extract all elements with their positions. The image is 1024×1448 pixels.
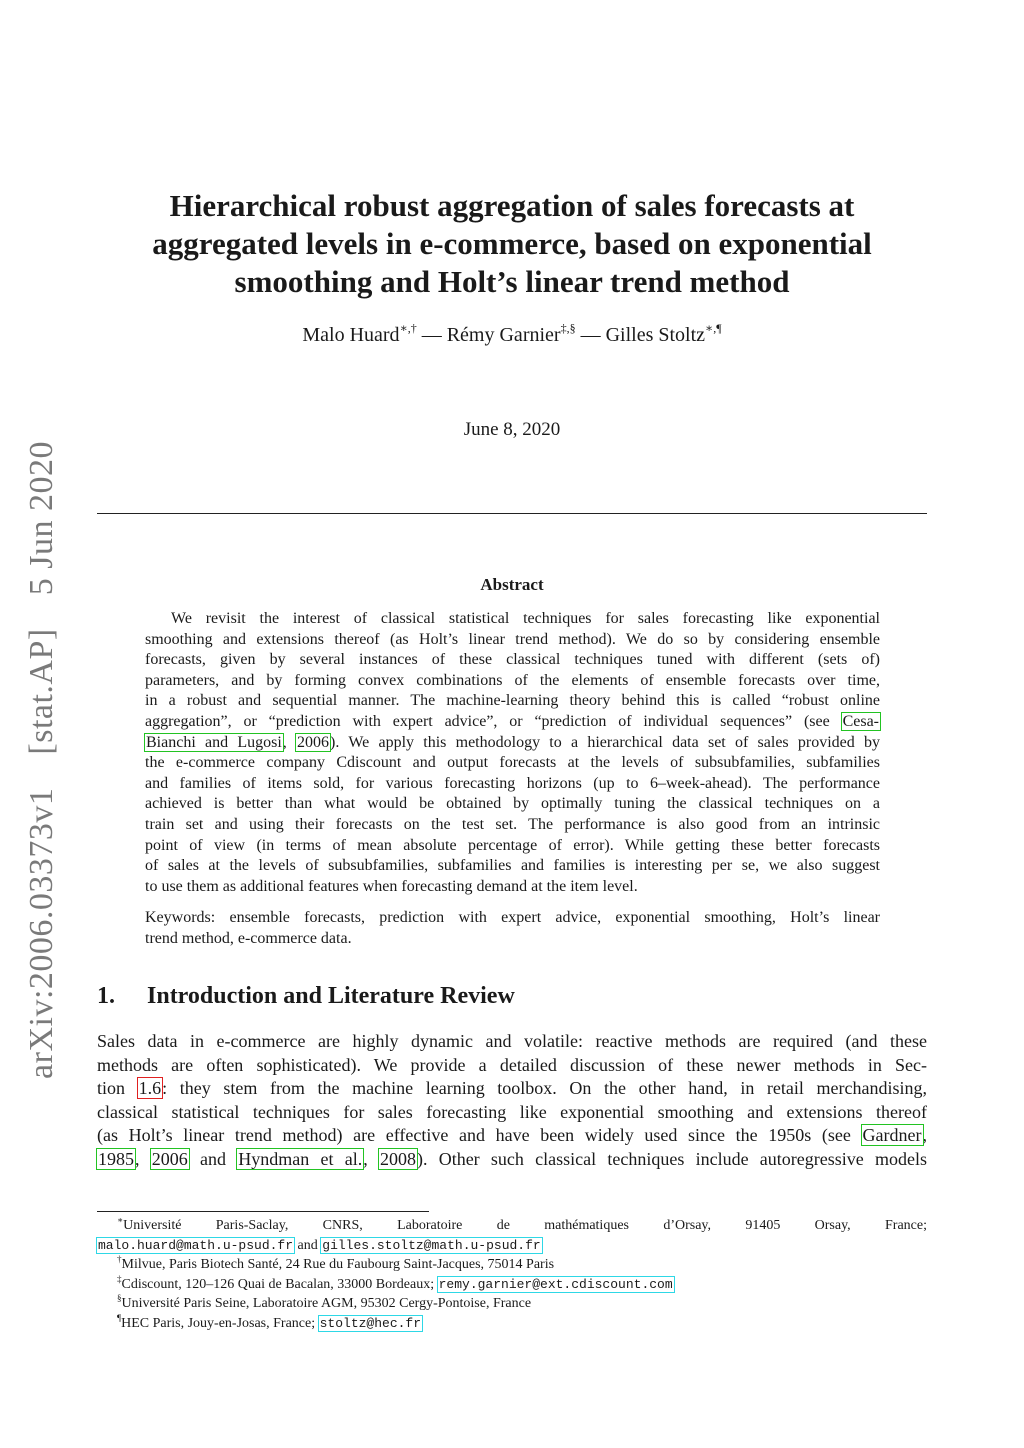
abstract-line: train set and using their forecasts on the test set. The performance is also good from an intrinsic — [145, 815, 880, 833]
abstract-line: We revisit the interest of classical statistical techniques for sales forecasting like exponential — [171, 610, 880, 627]
citation-link-cesa-bianchi[interactable]: Bianchi and Lugosi — [146, 733, 282, 751]
footnote-text: and — [294, 1237, 322, 1253]
body-line — [97, 1124, 927, 1148]
abstract-line: achieved is better than what would be obtained by optimally tuning the classical techniques on a — [145, 795, 880, 813]
footnote-mark: ¶ — [117, 1312, 122, 1323]
footnote-affiliation-cont — [97, 1236, 927, 1256]
body-text: (as Holt’s linear trend method) are effective and have been widely used since the 1950s (see — [97, 1125, 862, 1146]
title-line: Hierarchical robust aggregation of sales forecasts at — [169, 188, 855, 223]
body-text: : they stem from the machine learning toolbox. On the other hand, in retail merchandising, — [162, 1078, 927, 1099]
body-line — [97, 1148, 927, 1172]
body-text: , — [135, 1148, 151, 1169]
abstract-line — [145, 712, 880, 733]
citation-year-link[interactable]: 2008 — [379, 1148, 416, 1169]
abstract-body — [145, 609, 880, 897]
footnote-text: Cdiscount, 120–126 Quai de Bacalan, 33000 Bordeaux; — [121, 1276, 438, 1292]
footnote-affiliation — [97, 1294, 927, 1314]
body-text: , — [363, 1148, 379, 1169]
keywords — [145, 908, 880, 949]
body-line: methods are often sophisticated). We provide a detailed discussion of these newer methods in Sec- — [97, 1054, 927, 1075]
author-separator: — — [416, 324, 447, 346]
footnote-mark: ‡ — [117, 1273, 122, 1284]
footnote-affiliation — [97, 1275, 927, 1295]
section-ref-link[interactable]: 1.6 — [138, 1078, 162, 1099]
author-affiliation-marks: ∗,¶ — [705, 321, 722, 335]
footnote-mark: § — [117, 1293, 122, 1303]
citation-year-link[interactable]: 2006 — [151, 1148, 188, 1169]
arxiv-category: [stat.AP] — [23, 628, 60, 755]
paper-title — [90, 187, 934, 301]
citation-year-link[interactable]: 2006 — [297, 733, 330, 751]
footnote-text: Université Paris Seine, Laboratoire AGM, 95302 Cergy-Pontoise, France — [121, 1296, 532, 1311]
arxiv-date: 5 Jun 2020 — [23, 441, 60, 596]
body-line: classical statistical techniques for sales forecasting like exponential smoothing and extensions thereof — [97, 1101, 927, 1122]
abstract-line: to use them as additional features when forecasting demand at the item level. — [145, 877, 638, 895]
citation-link-hyndman[interactable]: Hyndman et al. — [238, 1148, 363, 1169]
abstract-line: and families of items sold, for various forecasting horizons (up to 6–week-ahead). The performance — [145, 774, 880, 792]
footnote-affiliation — [97, 1216, 927, 1236]
email-link-huard[interactable]: malo.huard@math.u-psud.fr — [98, 1237, 294, 1253]
email-link-stoltz-psud[interactable]: gilles.stoltz@math.u-psud.fr — [322, 1237, 541, 1253]
author-name: Gilles Stoltz — [605, 324, 706, 346]
publication-date: June 8, 2020 — [463, 419, 561, 440]
keywords-line: Keywords: ensemble forecasts, prediction with expert advice, exponential smoothing, Holt’s linear — [145, 909, 880, 926]
citation-year-link[interactable]: 1985 — [98, 1148, 134, 1169]
header-divider — [97, 513, 927, 514]
email-link-garnier[interactable]: remy.garnier@ext.cdiscount.com — [438, 1276, 673, 1292]
abstract-line: in a robust and sequential manner. The machine-learning theory behind this is called “robust online — [145, 692, 880, 710]
footnote-divider — [97, 1211, 429, 1212]
citation-link-cesa-bianchi[interactable]: Cesa- — [842, 712, 880, 730]
abstract-line-text: ). We apply this methodology to a hierarchical data set of sales provided by — [330, 733, 881, 751]
body-text: ). Other such classical techniques include autoregressive models — [416, 1148, 928, 1169]
body-text: and — [188, 1148, 238, 1169]
abstract-heading: Abstract — [480, 575, 544, 594]
citation-link-gardner[interactable]: Gardner — [862, 1125, 922, 1146]
footnotes — [97, 1216, 927, 1333]
arxiv-id: arXiv:2006.03373v1 — [23, 787, 60, 1079]
footnote-text: Milvue, Paris Biotech Santé, 24 Rue du Faubourg Saint-Jacques, 75014 Paris — [121, 1257, 555, 1272]
body-paragraph — [97, 1030, 927, 1172]
section-heading — [97, 983, 515, 1010]
author-affiliation-marks: ‡,§ — [560, 321, 576, 335]
author-name: Rémy Garnier — [446, 324, 561, 346]
author-list — [0, 321, 1024, 347]
footnote-text: Université Paris-Saclay, CNRS, Laboratoire de mathématiques d’Orsay, 91405 Orsay, France; — [123, 1218, 927, 1233]
section-title: Introduction and Literature Review — [147, 983, 515, 1009]
arxiv-sidebar-stamp — [23, 429, 61, 1091]
author-separator: — — [575, 324, 606, 346]
body-text: tion — [97, 1078, 138, 1099]
footnote-mark: ∗ — [117, 1215, 124, 1225]
author-name: Malo Huard — [302, 324, 400, 346]
title-line: smoothing and Holt’s linear trend method — [234, 264, 790, 299]
abstract-line: Bianchi and Lugosi, 2006). We apply this methodology to a hierarchical data set of sales provided by — [146, 733, 881, 751]
footnote-text: HEC Paris, Jouy-en-Josas, France; — [121, 1315, 319, 1331]
section-number: 1. — [97, 983, 115, 1009]
abstract-line: parameters, and by forming convex combinations of the elements of ensemble forecasts over time, — [145, 671, 880, 689]
author-affiliation-marks: ∗,† — [399, 321, 417, 335]
abstract-line: the e-commerce company Cdiscount and output forecasts at the levels of subsubfamilies, subfamilies — [145, 754, 880, 772]
abstract-line: point of view (in terms of mean absolute percentage of error). While getting these better forecasts — [145, 836, 880, 854]
footnote-affiliation — [97, 1255, 927, 1275]
keywords-line: trend method, e-commerce data. — [145, 929, 352, 947]
footnote-mark: † — [117, 1254, 122, 1264]
abstract-line: of sales at the levels of subsubfamilies, subfamilies and families is interesting per se, we also suggest — [145, 857, 880, 875]
abstract-line-text: aggregation”, or “prediction with expert advice”, or “prediction of individual sequences” (see — [145, 712, 830, 730]
abstract-line: forecasts, given by several instances of these classical techniques tuned with different (sets of) — [145, 651, 880, 669]
abstract-line: smoothing and extensions thereof (as Holt’s linear trend method). We do so by considering ensemble — [145, 630, 880, 648]
title-line: aggregated levels in e-commerce, based on exponential — [152, 226, 872, 261]
email-link-stoltz-hec[interactable]: stoltz@hec.fr — [319, 1315, 422, 1331]
body-line: Sales data in e-commerce are highly dynamic and volatile: reactive methods are required (and these — [97, 1031, 927, 1051]
body-text: , — [922, 1125, 927, 1146]
footnote-affiliation — [97, 1314, 927, 1334]
body-line — [97, 1077, 927, 1101]
